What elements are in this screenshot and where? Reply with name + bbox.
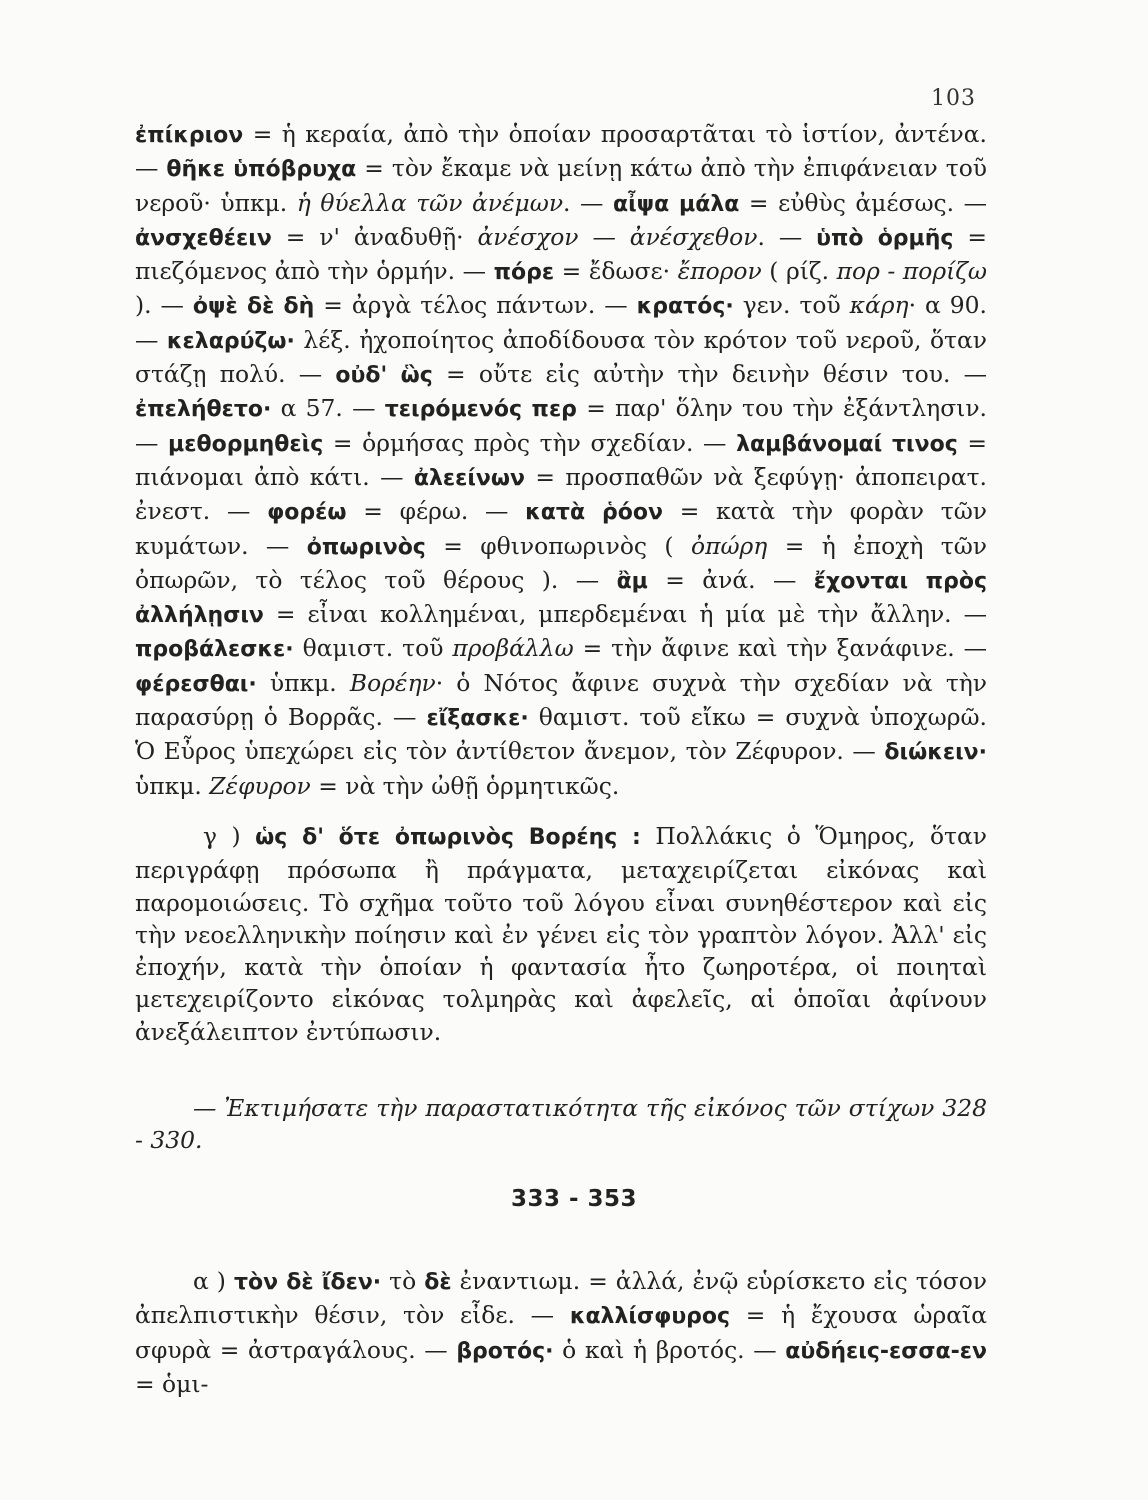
body-text: = ν' ἀναδυθῇ· (271, 222, 478, 251)
commentary-paragraph-g (135, 820, 987, 1048)
body-text: = νὰ τὴν ὠθῇ ὁρμητικῶς. (310, 771, 620, 800)
body-text: = πιεζόμενος ἀπὸ τὴν ὁρμήν. — (135, 222, 987, 286)
italic-text: Ζέφυρον (209, 771, 311, 800)
commentary-paragraph-a (135, 1265, 987, 1400)
italic-text: ἔπορον (677, 257, 762, 286)
body-text: γεν. τοῦ (733, 291, 850, 320)
italic-text: προβάλλω (452, 634, 574, 663)
headword: ἂμ (616, 568, 648, 594)
exercise-question-text (135, 1092, 987, 1157)
exercise-question (135, 1092, 987, 1157)
headword: ἐπίκριον (135, 123, 244, 148)
italic-text: πορ - πορίζω (836, 257, 988, 286)
headword: ἀλεείνων (413, 465, 526, 491)
headword: ὀπωρινὸς (306, 534, 426, 560)
body-text: = ἡ ἔχουσα ὡραῖα σφυρὰ = ἀστραγάλους. — (135, 1301, 988, 1364)
body-text: = ἡ κεραία, ἀπὸ τὴν ὁποίαν προσαρτᾶται τὸ ἱστίον, ἀντένα. — (135, 120, 987, 183)
section-heading: 333 - 353 (510, 1186, 638, 1212)
headword: φέρεσθαι· (135, 671, 257, 697)
body-text: θαμιστ. τοῦ (293, 634, 453, 663)
body-text: = εὐθὺς ἀμέσως. — (739, 188, 987, 217)
commentary-paragraph-g-text (135, 820, 987, 1048)
body-text: = πιάνομαι ἀπὸ κάτι. — (135, 428, 987, 491)
headword: κρατός· (636, 294, 734, 320)
italic-text: ὀπώρη (690, 531, 768, 560)
headword: θῆκε ὑπόβρυχα (166, 157, 357, 183)
body-text: α ) (193, 1267, 234, 1295)
body-text: = φέρω. — (346, 497, 526, 526)
headword: ὡς δ' ὅτε ὀπωρινὸς Βορέης : (255, 825, 641, 850)
body-text: = ἀνά. — (647, 565, 814, 594)
italic-text: κάρη (849, 291, 909, 320)
body-text: = ὁμι- (135, 1369, 209, 1398)
italic-text: ἡ θύελλα τῶν ἀνέμων (296, 188, 564, 217)
body-text: = οὔτε εἰς αὐτὴν τὴν δεινὴν θέσιν του. — (432, 360, 987, 389)
body-text: = τὴν ἄφινε καὶ τὴν ξανάφινε. — (573, 634, 987, 663)
page-number: 103 (931, 86, 976, 111)
headword: αἶψα μάλα (612, 191, 740, 217)
body-text: λέξ. ἠχοποίητος ἀποδίδουσα τὸν κρότον τοῦ νεροῦ, ὅταν στάζῃ πολύ. — (135, 325, 987, 389)
headword: ἔχονται πρὸς ἀλλήλῃσιν (135, 568, 987, 629)
headword: τὸν δὲ ἴδεν· (233, 1270, 382, 1295)
body-text: ). — (135, 291, 193, 320)
body-text: τὸ (381, 1267, 425, 1295)
headword: κελαρύζω· (166, 328, 295, 354)
body-text: ὑπκμ. (256, 668, 350, 697)
headword: τειρόμενός περ (384, 397, 577, 423)
body-text: ὁ καὶ ἡ βροτός. — (553, 1335, 786, 1364)
headword: κατὰ ῥόον (525, 500, 663, 526)
body-text: · ὁ Νότος ἄφινε συχνὰ τὴν σχεδίαν νὰ τὴν παρασύρῃ ὁ Βορρᾶς. — (135, 668, 987, 732)
headword: μεθορμηθεὶς (168, 431, 324, 457)
headword: οὐδ' ὣς (335, 363, 433, 389)
body-text: = παρ' ὅλην του τὴν ἐξάντλησιν. — (135, 394, 987, 457)
body-text: θαμιστ. τοῦ εἴκω = συχνὰ ὑποχωρῶ. Ὁ Εὖρος ὑπεχώρει εἰς τὸν ἀντίθετον ἄνεμον, τὸν Ζέφυρον. — (135, 703, 987, 766)
body-text: ὑπκμ. (135, 771, 210, 800)
headword: φορέω (267, 500, 347, 526)
body-text: Πολλάκις ὁ Ὅμηρος, ὅταν περιγράφῃ πρόσωπα ἢ πράγματα, μεταχειρίζεται εἰκόνας καὶ παρομοιώσεις. Τὸ σχῆμα τοῦτο τοῦ λόγου εἶναι συνηθέστερον καὶ εἰς τὴν νεοελληνικὴν ποίησιν καὶ ἐν γένει εἰς τὸν γραπτὸν λόγον. Ἀλλ' εἰς ἐποχήν, κατὰ τὴν ὁποίαν ἡ φαντασία ἦτο ζωηροτέρα, οἱ ποιηταὶ μετεχειρίζοντο εἰκόνας τολμηρὰς καὶ ἀφελεῖς, αἱ ὁποῖαι ἀφίνουν ἀνεξάλειπτον ἐντύπωσιν. (135, 822, 988, 1046)
headword: πόρε (493, 260, 555, 286)
body-text: α 57. — (271, 394, 385, 423)
body-text: = ἡ ἐποχὴ τῶν ὀπωρῶν, τὸ τέλος τοῦ θέρους ). — (135, 531, 988, 594)
headword: ὑπὸ ὁρμῆς (816, 225, 954, 251)
body-text: . — (563, 188, 613, 217)
italic-text: Βορέην (349, 668, 436, 697)
headword: καλλίσφυρος (569, 1304, 731, 1330)
body-text: ἐναντιωμ. = ἀλλά, ἐνῷ εὑρίσκετο εἰς τόσον ἀπελπιστικὴν θέσιν, τὸν εἶδε. — (135, 1267, 987, 1330)
headword: δὲ (424, 1270, 452, 1295)
italic-text: ἀνέσχον — ἀνέσχεθον (477, 222, 758, 251)
headword: αὐδήεις-εσσα-εν (785, 1338, 987, 1364)
body-text: = ὁρμήσας πρὸς τὴν σχεδίαν. — (323, 428, 737, 457)
headword: ἐπελήθετο· (135, 397, 272, 423)
headword: ἀνσχεθέειν (135, 225, 272, 251)
glossary-paragraph (135, 118, 987, 802)
italic-text: — Ἐκτιμήσατε τὴν παραστατικότητα τῆς εἰκόνος τῶν στίχων 328 - 330. (135, 1094, 987, 1155)
body-text: = προσπαθῶν νὰ ξεφύγῃ· ἀποπειρατ. ἐνεστ. — (135, 462, 987, 526)
headword: βροτός· (456, 1338, 554, 1364)
body-text: = τὸν ἔκαμε νὰ μείνῃ κάτω ἀπὸ τὴν ἐπιφάνειαν τοῦ νεροῦ· ὑπκμ. (135, 154, 988, 217)
headword: ὀψὲ δὲ δὴ (192, 294, 315, 320)
headword: λαμβάνομαί τινος (736, 431, 958, 457)
body-text: ( ρίζ. (761, 257, 837, 286)
body-text: . — (757, 222, 817, 251)
body-text: = ἀργὰ τέλος πάντων. — (314, 291, 637, 320)
body-text: = εἶναι κολλημέναι, μπερδεμέναι ἡ μία μὲ τὴν ἄλλην. — (263, 600, 987, 629)
commentary-paragraph-a-text (135, 1265, 987, 1400)
body-text: = ἔδωσε· (554, 257, 678, 286)
body-text: = φθινοπωρινὸς ( (425, 531, 691, 560)
headword: διώκειν· (884, 740, 987, 766)
body-text: · α 90. — (135, 291, 987, 354)
body-text: = κατὰ τὴν φορὰν τῶν κυμάτων. — (135, 497, 987, 560)
body-text: γ ) (203, 822, 256, 850)
headword: προβάλεσκε· (135, 637, 294, 663)
headword: εἴξασκε· (426, 706, 529, 732)
